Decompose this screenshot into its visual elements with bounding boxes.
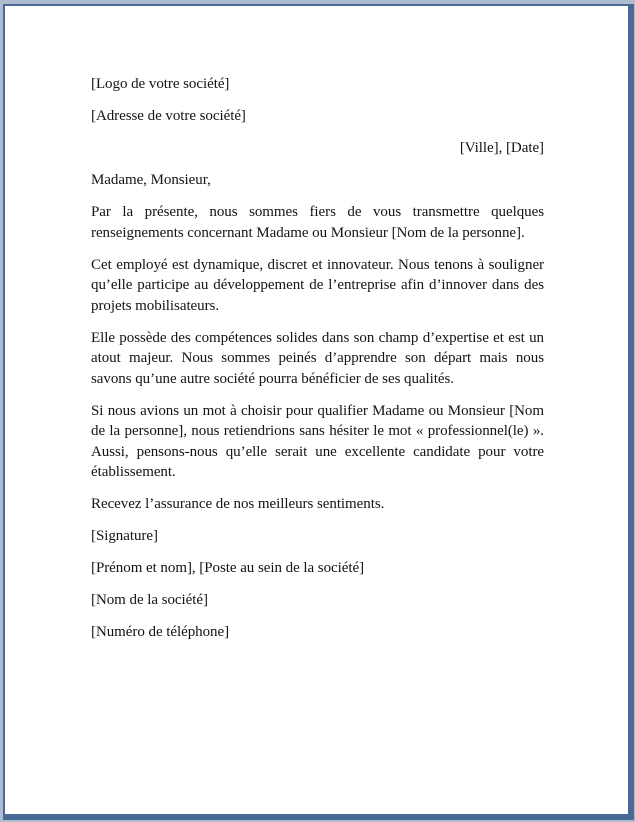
document-page bbox=[3, 4, 634, 820]
city-date-line: [Ville], [Date] bbox=[459, 140, 544, 156]
phone-placeholder: [Numéro de téléphone] bbox=[91, 624, 230, 640]
letter-content bbox=[5, 6, 628, 814]
body-paragraph-3: Elle possède des compétences solides dans son champ d’expertise et est un atout majeur. Nous sommes peinés d’apprendre son départ mais nous savons qu’une autre société pourra bénéficier de ses qualités. bbox=[91, 329, 544, 387]
closing-line: Recevez l’assurance de nos meilleurs sentiments. bbox=[91, 496, 385, 512]
body-paragraph-4: Si nous avions un mot à choisir pour qualifier Madame ou Monsieur [Nom de la personne], nous retiendrions sans hésiter le mot « professionnel(le) ». Aussi, pensons-nous qu’elle serait une excellente candidate pour votre établissement. bbox=[91, 402, 544, 480]
company-name-placeholder: [Nom de la société] bbox=[91, 592, 208, 608]
signature-placeholder: [Signature] bbox=[91, 528, 158, 544]
company-logo-placeholder: [Logo de votre société] bbox=[91, 76, 230, 92]
body-paragraph-1: Par la présente, nous sommes fiers de vous transmettre quelques renseignements concernant Madame ou Monsieur [Nom de la personne]. bbox=[91, 204, 544, 241]
body-paragraph-2: Cet employé est dynamique, discret et innovateur. Nous tenons à souligner qu’elle participe au développement de l’entreprise afin d’innover dans des projets mobilisateurs. bbox=[91, 256, 544, 314]
name-title-placeholder: [Prénom et nom], [Poste au sein de la société] bbox=[91, 560, 365, 576]
company-address-placeholder: [Adresse de votre société] bbox=[91, 108, 246, 124]
salutation-line: Madame, Monsieur, bbox=[91, 172, 211, 188]
